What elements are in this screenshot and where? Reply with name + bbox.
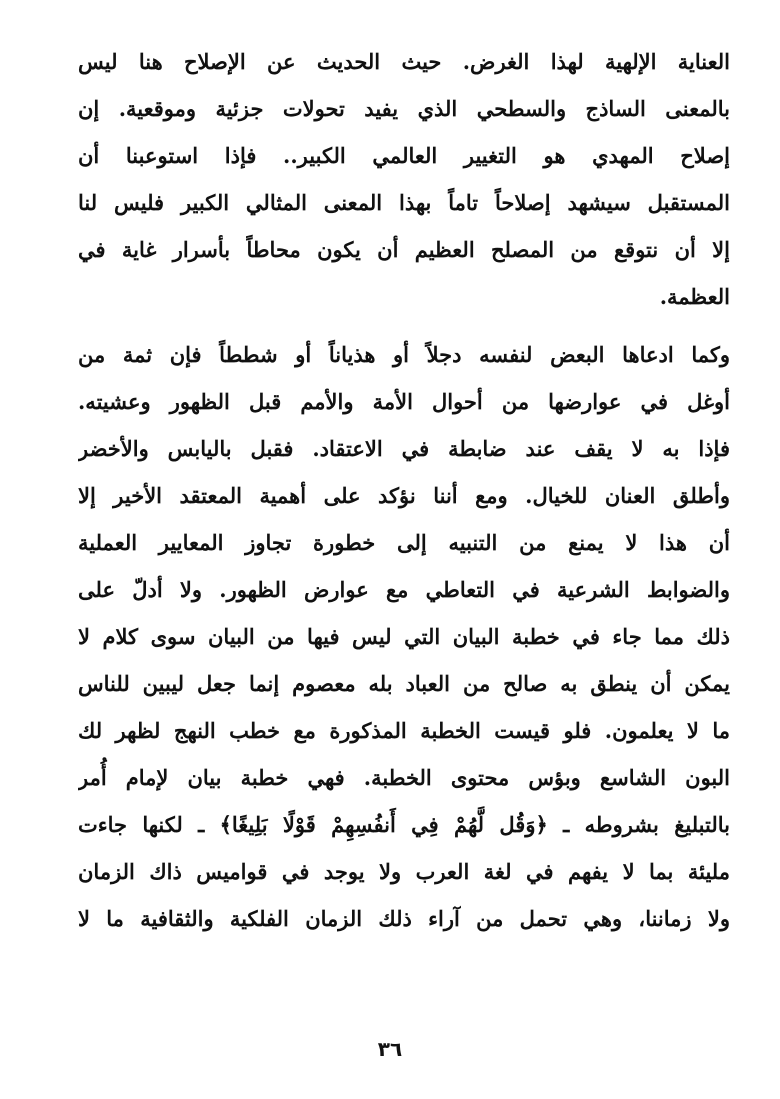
page-body xyxy=(78,38,730,942)
paragraph-2 xyxy=(78,331,730,942)
text-line: العظمة. xyxy=(659,284,730,309)
text-line: يمكن أن ينطق به صالح من العباد بله معصوم إنما جعل ليبين للناس xyxy=(78,671,730,696)
text-line-with-quran-verse: بالتبليغ بشروطه ـ ﴿وَقُل لَّهُمْ فِي أَنفُسِهِمْ قَوْلًا بَلِيغًا﴾ ـ لكنها جاءت xyxy=(78,812,730,837)
text-line: والضوابط الشرعية في التعاطي مع عوارض الظهور. ولا أدلّ على xyxy=(78,577,730,602)
text-line: أن هذا لا يمنع من التنبيه إلى خطورة تجاوز المعايير العملية xyxy=(78,530,730,555)
text-line: البون الشاسع وبؤس محتوى الخطبة. فهي خطبة بيان لإمام أُمر xyxy=(78,765,730,790)
text-line: مليئة بما لا يفهم في لغة العرب ولا يوجد في قواميس ذاك الزمان xyxy=(78,859,730,884)
text-line: وكما ادعاها البعض لنفسه دجلاً أو هذياناً أو شططاً فإن ثمة من xyxy=(78,342,730,367)
text-line: ما لا يعلمون. فلو قيست الخطبة المذكورة مع خطب النهج لظهر لك xyxy=(78,718,730,743)
text-line: المستقبل سيشهد إصلاحاً تاماً بهذا المعنى المثالي الكبير فليس لنا xyxy=(78,190,730,215)
page-number: ٣٦ xyxy=(377,1037,403,1061)
text-line: إلا أن نتوقع من المصلح العظيم أن يكون محاطاً بأسرار غاية في xyxy=(78,237,730,262)
text-line: إصلاح المهدي هو التغيير العالمي الكبير.. فإذا استوعبنا أن xyxy=(78,143,730,168)
text-line: أوغل في عوارضها من أحوال الأمة والأمم قبل الظهور وعشيته. xyxy=(78,389,730,414)
text-line: العناية الإلهية لهذا الغرض. حيث الحديث عن الإصلاح هنا ليس xyxy=(78,49,730,74)
text-line: وأطلق العنان للخيال. ومع أننا نؤكد على أهمية المعتقد الأخير إلا xyxy=(78,483,730,508)
paragraph-1 xyxy=(78,38,730,320)
text-line: بالمعنى الساذج والسطحي الذي يفيد تحولات جزئية وموقعية. إن xyxy=(78,96,730,121)
text-line: ولا زماننا، وهي تحمل من آراء ذلك الزمان الفلكية والثقافية ما لا xyxy=(78,906,730,931)
text-line: فإذا به لا يقف عند ضابطة في الاعتقاد. فقبل باليابس والأخضر xyxy=(78,436,730,461)
paragraph-gap xyxy=(78,320,730,331)
text-line: ذلك مما جاء في خطبة البيان التي ليس فيها من البيان سوى كلام لا xyxy=(78,624,730,649)
